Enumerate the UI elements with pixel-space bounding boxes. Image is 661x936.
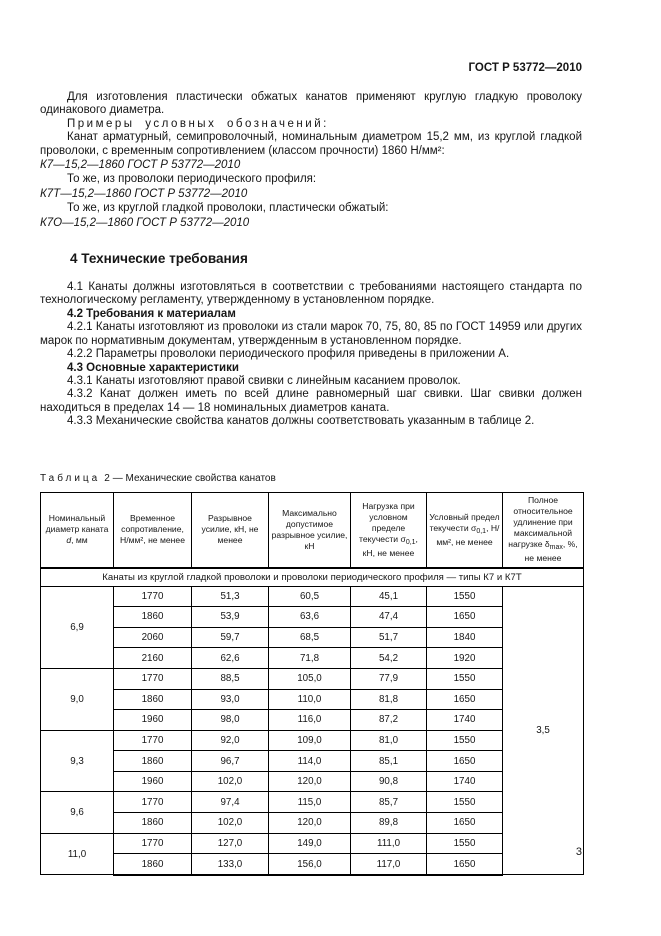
table-cell: 51,7	[351, 627, 427, 648]
table-row	[41, 813, 584, 834]
table-cell: 51,3	[192, 586, 269, 607]
examples-label: Примеры условных обозначений:	[67, 117, 329, 130]
table-cell: 54,2	[351, 648, 427, 669]
paragraph-4-2-1: 4.2.1 Канаты изготовляют из проволоки из стали марок 70, 75, 80, 85 по ГОСТ 14959 или других марок по нормативным документам, утвержденным в установленном порядке.	[40, 321, 582, 347]
table-cell: 53,9	[192, 607, 269, 628]
table-cell: 98,0	[192, 710, 269, 731]
table-cell: 127,0	[192, 833, 269, 854]
example-3-code: К7О—15,2—1860 ГОСТ Р 53772—2010	[40, 216, 250, 229]
mechanical-properties-table	[40, 492, 584, 876]
table-cell: 1650	[427, 751, 503, 772]
table-section-cell: Канаты из круглой гладкой проволоки и проволоки периодического профиля — типы К7 и К7Т	[41, 568, 584, 587]
table-caption-text: — Механические свойства канатов	[112, 472, 276, 484]
table-caption	[40, 473, 582, 485]
table-cell: 93,0	[192, 689, 269, 710]
table-cell: 1650	[427, 689, 503, 710]
table-row	[41, 607, 584, 628]
table-cell: 1770	[114, 586, 192, 607]
column-header-6: Условный предел текучести $\sigma_{0,1}$, Н/мм², не менее	[427, 492, 503, 568]
table-cell: 114,0	[269, 751, 351, 772]
table-cell: 68,5	[269, 627, 351, 648]
table-cell: 87,2	[351, 710, 427, 731]
subsection-4-3-title: 4.3 Основные характеристики	[67, 361, 239, 374]
table-cell: 77,9	[351, 668, 427, 689]
table-header-row	[41, 492, 584, 568]
example-3-text: То же, из круглой гладкой проволоки, пластически обжатый:	[67, 202, 389, 215]
paragraph-4-3-1: 4.3.1 Канаты изготовляют правой свивки с линейным касанием проволок.	[67, 374, 461, 387]
table-cell: 2160	[114, 648, 192, 669]
table-cell: 111,0	[351, 833, 427, 854]
table-cell: 59,7	[192, 627, 269, 648]
table-body	[41, 568, 584, 875]
table-caption-number: 2	[104, 472, 110, 484]
table-cell: 115,0	[269, 792, 351, 813]
table-row	[41, 689, 584, 710]
table-cell: 63,6	[269, 607, 351, 628]
table-row	[41, 586, 584, 607]
table-cell: 1650	[427, 813, 503, 834]
table-cell: 1740	[427, 710, 503, 731]
table-cell: 1960	[114, 710, 192, 731]
table-row	[41, 833, 584, 854]
table-row	[41, 710, 584, 731]
paragraph-4-3-3: 4.3.3 Механические свойства канатов должны соответствовать указанным в таблице 2.	[67, 415, 535, 428]
table-cell: 1860	[114, 813, 192, 834]
table-cell: 1860	[114, 689, 192, 710]
table-cell: 1550	[427, 668, 503, 689]
table-row	[41, 627, 584, 648]
table-row	[41, 751, 584, 772]
table-cell: 156,0	[269, 854, 351, 875]
body-text	[40, 91, 582, 429]
subsection-4-2-title: 4.2 Требования к материалам	[67, 307, 236, 320]
table-cell: 1860	[114, 751, 192, 772]
table-cell: 47,4	[351, 607, 427, 628]
table-cell: 97,4	[192, 792, 269, 813]
table-caption-word: Таблица	[40, 472, 101, 484]
table-row	[41, 771, 584, 792]
table-cell: 62,6	[192, 648, 269, 669]
table-cell: 1860	[114, 854, 192, 875]
table-cell: 1650	[427, 607, 503, 628]
table-cell: 117,0	[351, 854, 427, 875]
paragraph-4-2-2: 4.2.2 Параметры проволоки периодического профиля приведены в приложении А.	[67, 348, 510, 361]
example-1-code: К7—15,2—1860 ГОСТ Р 53772—2010	[40, 159, 241, 172]
table-cell: 1650	[427, 854, 503, 875]
table-header	[41, 492, 584, 568]
table-row	[41, 648, 584, 669]
table-cell: 1550	[427, 730, 503, 751]
table-row	[41, 792, 584, 813]
diameter-cell: 9,6	[41, 792, 114, 833]
table-cell: 1770	[114, 833, 192, 854]
table-cell: 116,0	[269, 710, 351, 731]
table-cell: 1860	[114, 607, 192, 628]
page-number: 3	[575, 846, 582, 858]
table-cell: 1770	[114, 730, 192, 751]
table-cell: 1550	[427, 586, 503, 607]
example-2-code: К7Т—15,2—1860 ГОСТ Р 53772—2010	[40, 187, 248, 200]
table-cell: 1840	[427, 627, 503, 648]
table-cell: 88,5	[192, 668, 269, 689]
table-cell: 1770	[114, 792, 192, 813]
diameter-cell: 9,0	[41, 668, 114, 730]
document-title-header: ГОСТ Р 53772—2010	[468, 62, 582, 74]
table-cell: 60,5	[269, 586, 351, 607]
column-header-5: Нагрузка при условном пределе текучести $\sigma_{0,1}$, кН, не менее	[351, 492, 427, 568]
paragraph-4-1: 4.1 Канаты должны изготовляться в соответствии с требованиями настоящего стандарта по технологическому регламенту, утвержденному в установленном порядке.	[40, 281, 582, 307]
table-cell: 102,0	[192, 813, 269, 834]
column-header-3: Разрывное усилие, кН, не менее	[192, 492, 269, 568]
table-cell: 1920	[427, 648, 503, 669]
example-1-text: Канат арматурный, семипроволочный, номинальным диаметром 15,2 мм, из круглой гладкой проволоки, с временным сопротивлением (классом прочности) 1860 Н/мм²:	[40, 131, 582, 157]
section-4-title: 4 Технические требования	[70, 251, 248, 267]
table-cell: 105,0	[269, 668, 351, 689]
table-row	[41, 668, 584, 689]
table-cell: 81,8	[351, 689, 427, 710]
table-cell: 89,8	[351, 813, 427, 834]
table-cell: 120,0	[269, 771, 351, 792]
table-cell: 102,0	[192, 771, 269, 792]
table-cell: 85,7	[351, 792, 427, 813]
table-cell: 120,0	[269, 813, 351, 834]
table-row	[41, 730, 584, 751]
table-cell: 71,8	[269, 648, 351, 669]
column-header-4: Максимально допустимое разрывное усилие, кН	[269, 492, 351, 568]
table-cell: 1550	[427, 833, 503, 854]
table-cell: 81,0	[351, 730, 427, 751]
table-cell: 1960	[114, 771, 192, 792]
table-cell: 90,8	[351, 771, 427, 792]
diameter-cell: 6,9	[41, 586, 114, 668]
diameter-cell: 11,0	[41, 833, 114, 875]
table-cell: 45,1	[351, 586, 427, 607]
table-cell: 1740	[427, 771, 503, 792]
table-cell: 1770	[114, 668, 192, 689]
elongation-cell: 3,5	[503, 586, 584, 875]
table-cell: 133,0	[192, 854, 269, 875]
intro-paragraph: Для изготовления пластически обжатых канатов применяют круглую гладкую проволоку одинакового диаметра.	[40, 91, 582, 117]
paragraph-4-3-2: 4.3.2 Канат должен иметь по всей длине равномерный шаг свивки. Шаг свивки должен находиться в пределах 14 — 18 номинальных диаметров каната.	[40, 388, 582, 414]
table-cell: 110,0	[269, 689, 351, 710]
column-header-2: Временное сопротивление, Н/мм², не менее	[114, 492, 192, 568]
example-2-text: То же, из проволоки периодического профиля:	[67, 173, 317, 186]
table-cell: 92,0	[192, 730, 269, 751]
table-section-row	[41, 568, 584, 587]
table-cell: 96,7	[192, 751, 269, 772]
table-cell: 2060	[114, 627, 192, 648]
table-cell: 109,0	[269, 730, 351, 751]
table-cell: 85,1	[351, 751, 427, 772]
column-header-7: Полное относительное удлинение при максимальной нагрузке $\delta_{max}$, %, не менее	[503, 492, 584, 568]
table-cell: 1550	[427, 792, 503, 813]
column-header-1: Номинальный диаметр каната d, мм	[41, 492, 114, 568]
table-row	[41, 854, 584, 875]
table-cell: 149,0	[269, 833, 351, 854]
diameter-cell: 9,3	[41, 730, 114, 792]
